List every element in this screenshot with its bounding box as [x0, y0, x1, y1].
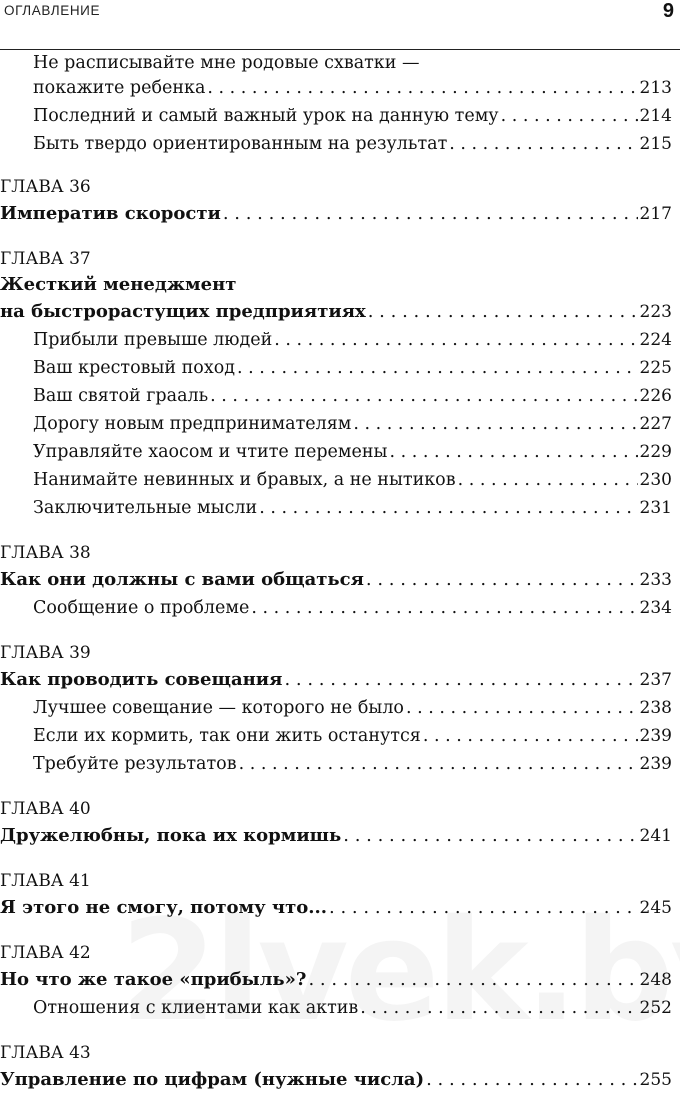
leader-dots: [458, 466, 638, 494]
toc-page-number: 234: [639, 598, 672, 618]
chapter-label: ГЛАВА 42: [0, 943, 91, 963]
chapter-title: Жесткий менеджмент: [0, 274, 237, 295]
toc-page-number: 215: [639, 134, 672, 154]
toc-entry-title: Прибыли превыше людей: [33, 330, 273, 350]
toc-page-number: 213: [639, 78, 672, 98]
toc-entry[interactable]: [0, 994, 672, 1022]
toc-entry-title: Если их кормить, так они жить останутся: [33, 726, 421, 746]
toc-entry-title: Требуйте результатов: [33, 754, 237, 774]
chapter-label: ГЛАВА 36: [0, 177, 91, 197]
toc-page-number: 225: [639, 358, 672, 378]
toc-entry[interactable]: [0, 74, 672, 102]
chapter-entry[interactable]: [0, 666, 672, 694]
toc-entry[interactable]: [0, 382, 672, 410]
toc-page-number: 239: [639, 754, 672, 774]
toc-entry-title: Ваш святой грааль: [33, 386, 209, 406]
chapter-label: ГЛАВА 37: [0, 249, 91, 269]
leader-dots: [406, 694, 638, 722]
chapter-label: ГЛАВА 39: [0, 643, 91, 663]
leader-dots: [207, 74, 637, 102]
toc-entry-title: Нанимайте невинных и бравых, а не нытиков: [33, 470, 456, 490]
chapter-entry[interactable]: [0, 298, 672, 326]
leader-dots: [237, 354, 638, 382]
chapter-label: ГЛАВА 38: [0, 543, 91, 563]
chapter-title: Как проводить совещания: [0, 669, 283, 690]
page-number: 9: [662, 0, 674, 22]
leader-dots: [210, 382, 637, 410]
leader-dots: [366, 566, 638, 594]
toc-page-number: 229: [639, 442, 672, 462]
chapter-entry[interactable]: [0, 822, 672, 850]
toc-page-number: 252: [639, 998, 672, 1018]
chapter-title: Как они должны с вами общаться: [0, 569, 364, 590]
toc-entry[interactable]: [0, 438, 672, 466]
toc-entry[interactable]: [0, 594, 672, 622]
toc-page-number: 248: [639, 970, 672, 990]
leader-dots: [423, 722, 638, 750]
leader-dots: [239, 750, 638, 778]
toc-entry-title: Отношения с клиентами как актив: [33, 998, 359, 1018]
running-header-title: ОГЛАВЛЕНИЕ: [4, 3, 101, 18]
table-of-contents: [0, 52, 672, 1094]
leader-dots: [389, 438, 637, 466]
chapter-entry[interactable]: [0, 1066, 672, 1094]
toc-page-number: 255: [639, 1070, 672, 1090]
toc-page-number: 227: [639, 414, 672, 434]
toc-entry[interactable]: [0, 130, 672, 158]
leader-dots: [501, 102, 638, 130]
leader-dots: [329, 894, 638, 922]
toc-entry-title: Не расписывайте мне родовые схватки —: [33, 53, 420, 73]
leader-dots: [251, 594, 637, 622]
toc-entry[interactable]: [0, 694, 672, 722]
toc-entry-title: Последний и самый важный урок на данную тему: [33, 106, 499, 126]
toc-entry[interactable]: [0, 102, 672, 130]
toc-page-number: 231: [639, 498, 672, 518]
toc-entry-line1: [0, 52, 672, 74]
leader-dots: [343, 822, 637, 850]
toc-page-number: 214: [639, 106, 672, 126]
toc-page-number: 217: [639, 204, 672, 224]
toc-entry[interactable]: [0, 750, 672, 778]
toc-entry[interactable]: [0, 410, 672, 438]
leader-dots: [368, 298, 638, 326]
chapter-title: Управление по цифрам (нужные числа): [0, 1069, 425, 1090]
toc-entry[interactable]: [0, 354, 672, 382]
leader-dots: [259, 494, 637, 522]
toc-entry-title: Управляйте хаосом и чтите перемены: [33, 442, 388, 462]
chapter-entry[interactable]: [0, 894, 672, 922]
toc-entry-title: Дорогу новым предпринимателям: [33, 414, 352, 434]
chapter-entry[interactable]: [0, 966, 672, 994]
leader-dots: [223, 200, 638, 228]
leader-dots: [308, 966, 637, 994]
toc-entry-title: Быть твердо ориентированным на результат: [33, 134, 448, 154]
toc-entry-title: Сообщение о проблеме: [33, 598, 250, 618]
chapter-entry[interactable]: [0, 566, 672, 594]
toc-page-number: 230: [639, 470, 672, 490]
chapter-title: Императив скорости: [0, 203, 221, 224]
leader-dots: [426, 1066, 637, 1094]
chapter-title: Дружелюбны, пока их кормишь: [0, 825, 342, 846]
toc-entry[interactable]: [0, 494, 672, 522]
running-header: [0, 0, 680, 50]
toc-page-number: 224: [639, 330, 672, 350]
chapter-title-line1: [0, 272, 672, 298]
toc-page-number: 241: [639, 826, 672, 846]
toc-page-number: 226: [639, 386, 672, 406]
toc-entry[interactable]: [0, 326, 672, 354]
leader-dots: [353, 410, 637, 438]
toc-page-number: 237: [639, 670, 672, 690]
chapter-label: ГЛАВА 41: [0, 871, 91, 891]
chapter-entry[interactable]: [0, 200, 672, 228]
leader-dots: [360, 994, 637, 1022]
toc-entry-title: Лучшее совещание — которого не было: [33, 698, 404, 718]
toc-page-number: 238: [639, 698, 672, 718]
leader-dots: [449, 130, 637, 158]
toc-entry[interactable]: [0, 722, 672, 750]
chapter-label: ГЛАВА 40: [0, 799, 91, 819]
toc-page-number: 239: [639, 726, 672, 746]
toc-entry-title: Ваш крестовый поход: [33, 358, 236, 378]
chapter-label: ГЛАВА 43: [0, 1043, 91, 1063]
leader-dots: [274, 326, 637, 354]
toc-entry-title: Заключительные мысли: [33, 498, 258, 518]
leader-dots: [284, 666, 637, 694]
chapter-title: на быстрорастущих предприятиях: [0, 301, 366, 322]
chapter-title: Но что же такое «прибыль»?: [0, 969, 307, 990]
toc-entry[interactable]: [0, 466, 672, 494]
toc-page-number: 223: [639, 302, 672, 322]
toc-page-number: 233: [639, 570, 672, 590]
toc-entry-title: покажите ребенка: [33, 78, 206, 98]
toc-page-number: 245: [639, 898, 672, 918]
chapter-title: Я этого не смогу, потому что...: [0, 897, 328, 918]
